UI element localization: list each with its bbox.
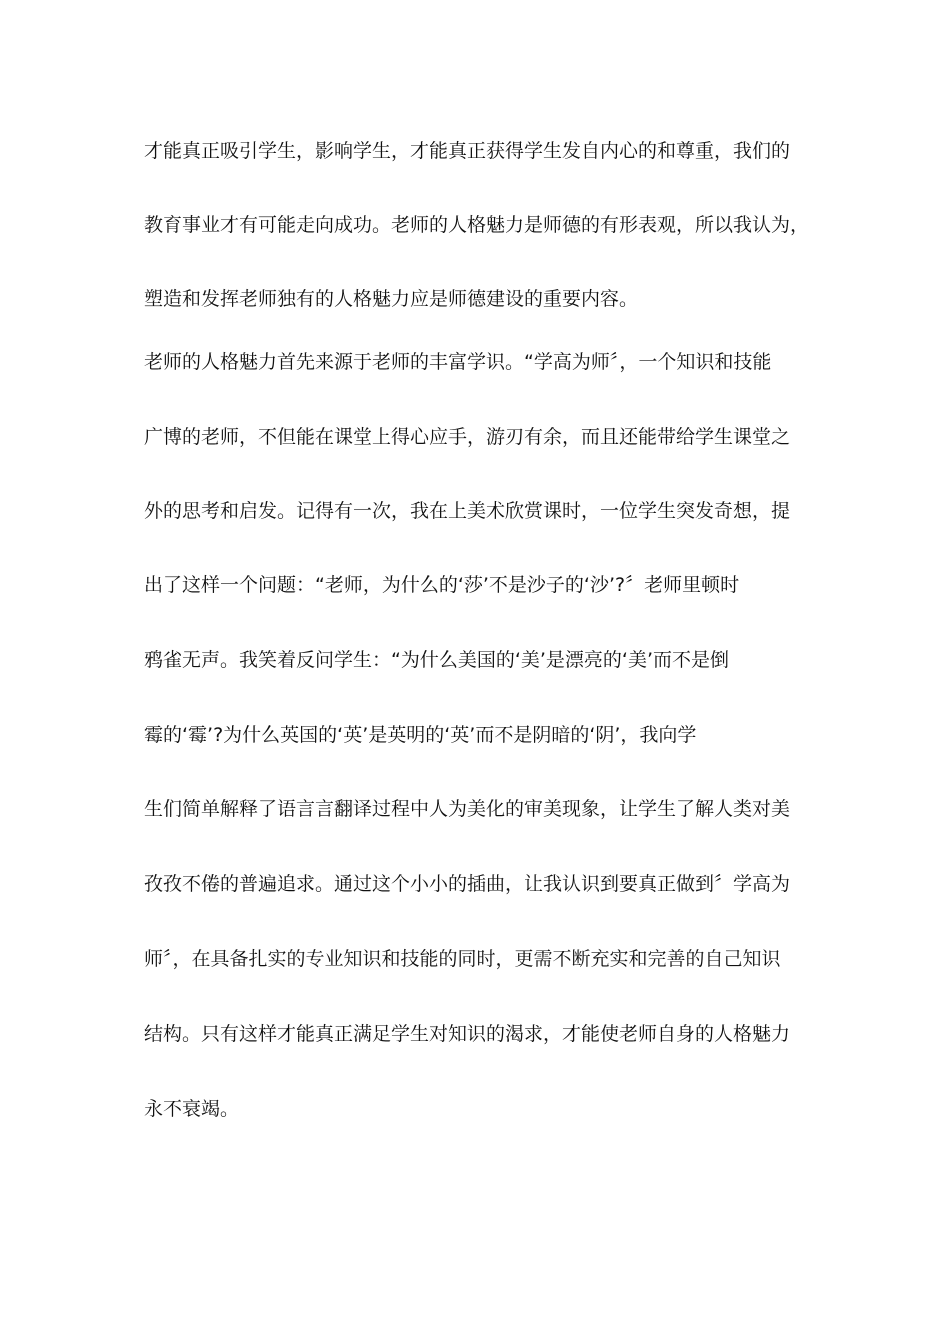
text-line: 出了这样一个问题：“老师，为什么的‘莎’不是沙子的‘沙’?〞老师里顿时 (144, 574, 740, 596)
text-line: 教育事业才有可能走向成功。老师的人格魅力是师德的有形表观，所以我认为， (144, 214, 810, 236)
text-line: 鸦雀无声。我笑着反问学生：“为什么美国的‘美’是漂亮的‘美’而不是倒 (144, 649, 730, 671)
text-line: 塑造和发挥老师独有的人格魅力应是师德建设的重要内容。 (144, 288, 639, 310)
text-line: 孜孜不倦的普遍追求。通过这个小小的插曲，让我认识到要真正做到〞学高为 (144, 873, 791, 895)
text-line: 永不衰竭。 (144, 1098, 240, 1120)
text-line: 师〞，在具备扎实的专业知识和技能的同时，更需不断充实和完善的自己知识 (144, 948, 781, 970)
text-line: 外的思考和启发。记得有一次，我在上美术欣赏课时，一位学生突发奇想，提 (144, 500, 791, 522)
text-line: 才能真正吸引学生，影响学生，才能真正获得学生发自内心的和尊重，我们的 (144, 140, 791, 162)
text-line: 结构。只有这样才能真正满足学生对知识的渴求，才能使老师自身的人格魅力 (144, 1023, 791, 1045)
text-line: 霉的‘霉’?为什么英国的‘英’是英明的‘英’而不是阴暗的‘阴’，我向学 (144, 724, 697, 746)
text-line: 生们简单解释了语言言翻译过程中人为美化的审美现象，让学生了解人类对美 (144, 798, 791, 820)
text-line: 老师的人格魅力首先来源于老师的丰富学识。“学高为师〞，一个知识和技能 (144, 351, 772, 373)
text-line: 广博的老师，不但能在课堂上得心应手，游刃有余，而且还能带给学生课堂之 (144, 426, 791, 448)
